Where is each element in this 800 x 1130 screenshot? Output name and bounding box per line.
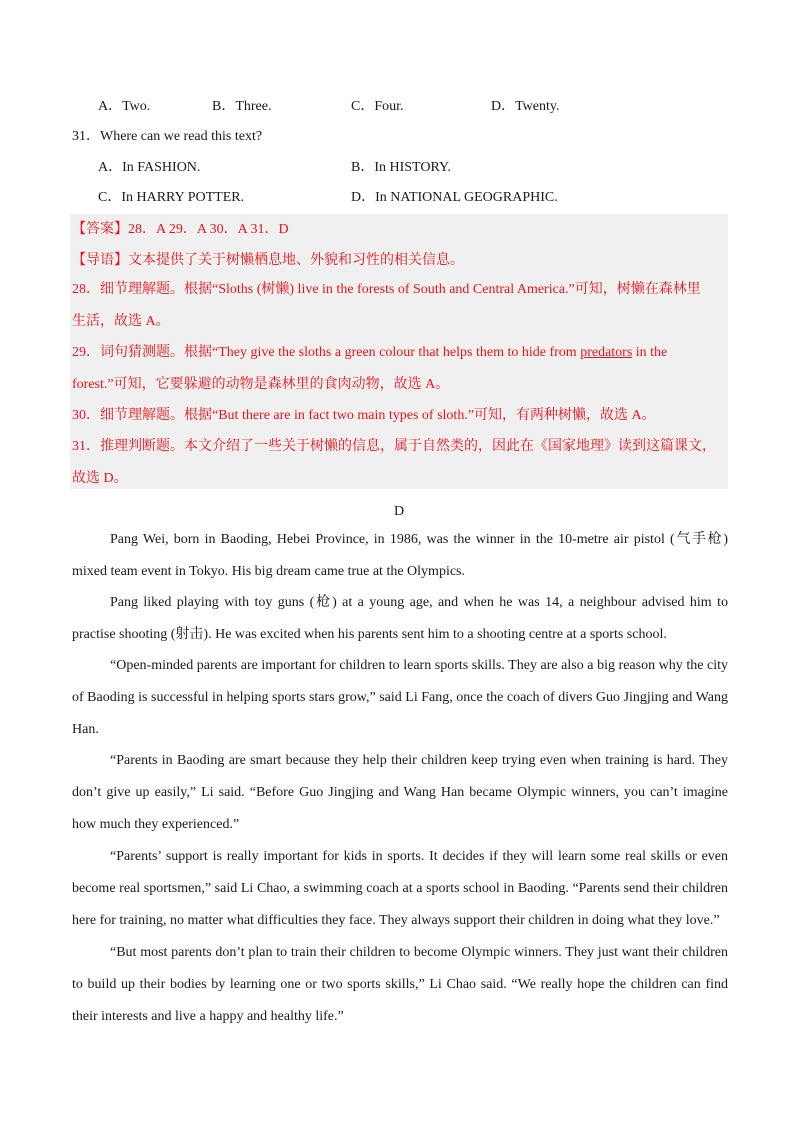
section-heading: D <box>394 504 405 519</box>
answer-key: 【答案】28．A 29．A 30．A 31．D <box>72 222 289 237</box>
q30-option-c: C．Four. <box>351 99 404 114</box>
passage-paragraph-4: “Parents in Baoding are smart because they help their children keep trying even when training is hard. They don’t give up easily,” Li said. “Before Guo Jingjing and Wang Han became Olympic winners, you can’t imagine how much they experienced.” <box>72 753 728 832</box>
q30-option-d: D．Twenty. <box>491 99 560 114</box>
passage-paragraph-1: Pang Wei, born in Baoding, Hebei Province, in 1986, was the winner in the 10-metre air pistol (气手枪) mixed team event in Tokyo. His big dream came true at the Olympics. <box>72 532 728 579</box>
passage-paragraph-5: “Parents’ support is really important for kids in sports. It decides if they will learn some real skills or even become real sportsmen,” said Li Chao, a swimming coach at a sports school in Baoding. “Parents send their children here for training, no matter what difficulties they face. They always support their children in doing what they love.” <box>72 849 728 928</box>
explanation-28-line2: 生活，故选 A。 <box>72 314 170 329</box>
q31-option-a: A．In FASHION. <box>98 160 201 175</box>
guide-text: 【导语】文本提供了关于树懒栖息地、外貌和习性的相关信息。 <box>72 253 464 268</box>
q30-option-b: B．Three. <box>212 99 272 114</box>
passage-paragraph-2: Pang liked playing with toy guns (枪) at a young age, and when he was 14, a neighbour advised him to practise shooting (射击). He was excited when his parents sent him to a shooting centre at a sports school. <box>72 595 728 642</box>
underlined-word: predators <box>580 345 633 360</box>
explanation-31-line2: 故选 D。 <box>72 471 128 486</box>
q31-option-c: C．In HARRY POTTER. <box>98 190 245 205</box>
q30-option-a: A．Two. <box>98 99 151 114</box>
q31-option-b: B．In HISTORY. <box>351 160 451 175</box>
q31-option-d: D．In NATIONAL GEOGRAPHIC. <box>351 190 558 205</box>
q31-question: 31．Where can we read this text? <box>72 129 263 144</box>
explanation-31-line1: 31．推理判断题。本文介绍了一些关于树懒的信息，属于自然类的，因此在《国家地理》读到这篇课文， <box>72 439 716 454</box>
passage-paragraph-6: “But most parents don’t plan to train their children to become Olympic winners. They just want their children to build up their bodies by learning one or two sports skills,” Li Chao said. “We really hope the children can find their interests and live a happy and healthy life.” <box>72 945 728 1024</box>
explanation-29-line2: forest.”可知，它要躲避的动物是森林里的食肉动物，故选 A。 <box>72 377 450 392</box>
explanation-28-line1: 28．细节理解题。根据“Sloths (树懒) live in the forests of South and Central America.”可知，树懒在森林里 <box>72 282 701 297</box>
explanation-30: 30．细节理解题。根据“But there are in fact two main types of sloth.”可知，有两种树懒，故选 A。 <box>72 408 656 423</box>
explanation-29-line1: 29．词句猜测题。根据“They give the sloths a green colour that helps them to hide from predators in the <box>72 345 668 360</box>
passage-paragraph-3: “Open-minded parents are important for children to learn sports skills. They are also a big reason why the city of Baoding is successful in helping sports stars grow,” said Li Fang, once the coach of divers Guo Jingjing and Wang Han. <box>72 658 728 737</box>
